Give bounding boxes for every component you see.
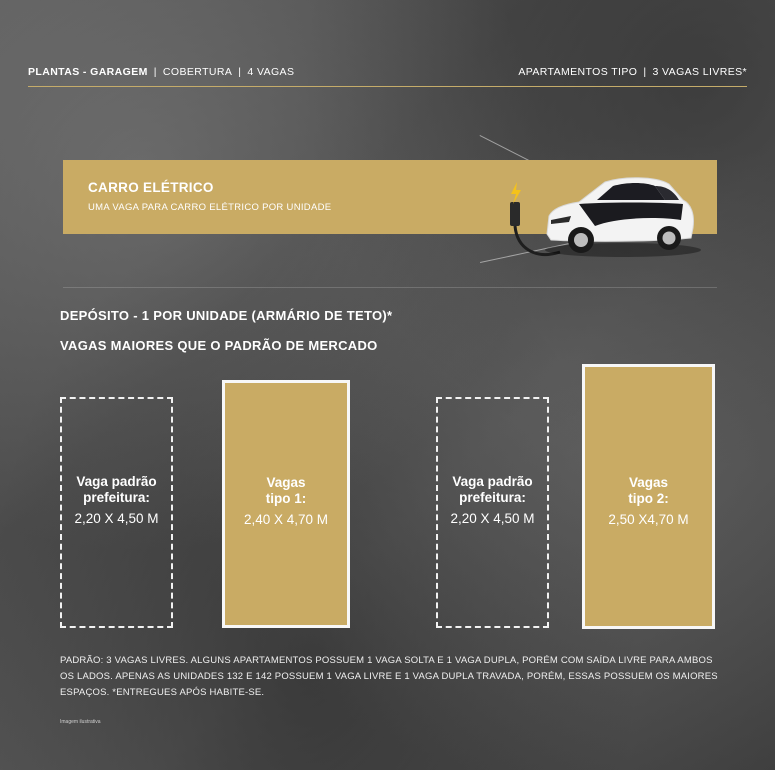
slot-dimensions: 2,50 X4,70 M [608, 512, 689, 527]
header-separator: | [153, 66, 157, 78]
header-cobertura-vagas: 4 VAGAS [247, 66, 295, 78]
slot-label: Vagas tipo 2: [628, 475, 669, 506]
header-right [518, 66, 747, 78]
footnote: PADRÃO: 3 VAGAS LIVRES. ALGUNS APARTAMENTOS POSSUEM 1 VAGA SOLTA E 1 VAGA DUPLA, PORÉM COM SAÍDA LIVRE PARA AMBOS OS LADOS. APENAS AS UNIDADES 132 E 142 POSSUEM 1 VAGA LIVRE E 1 VAGA DUPLA TRAVADA, PORÉM, ESSAS POSSUEM OS MAIORES ESPAÇOS. *ENTREGUES APÓS HABITE-SE. [60, 655, 718, 698]
section-divider [63, 287, 717, 288]
lightning-icon [511, 182, 521, 204]
ev-title: CARRO ELÉTRICO [88, 180, 214, 195]
slot-label: Vagas tipo 1: [265, 475, 307, 506]
ev-subtitle: UMA VAGA PARA CARRO ELÉTRICO POR UNIDADE [88, 202, 332, 213]
feature-vagas-maiores: VAGAS MAIORES QUE O PADRÃO DE MERCADO [60, 338, 378, 353]
header-separator: | [238, 66, 242, 78]
feature-deposito: DEPÓSITO - 1 POR UNIDADE (ARMÁRIO DE TETO)* [60, 308, 393, 323]
slot-label: Vaga padrão prefeitura: [76, 474, 157, 505]
header-section-title: PLANTAS - GARAGEM [28, 66, 148, 78]
header-vagas-livres: 3 VAGAS LIVRES* [652, 66, 747, 78]
fine-print: Imagem ilustrativa [60, 719, 101, 725]
slot-label: Vaga padrão prefeitura: [452, 474, 533, 505]
electric-car-icon [505, 168, 705, 268]
slot-padrao-prefeitura-2 [436, 397, 549, 628]
header-cobertura: COBERTURA [162, 66, 233, 78]
header-apartamentos-tipo: APARTAMENTOS TIPO [518, 66, 638, 78]
header-divider [28, 86, 747, 87]
slot-dimensions: 2,40 X 4,70 M [243, 512, 329, 527]
slot-dimensions: 2,20 X 4,50 M [450, 511, 535, 526]
slot-tipo-1 [222, 380, 350, 628]
header-left [28, 66, 294, 78]
header-separator: | [643, 66, 647, 78]
slot-padrao-prefeitura-1 [60, 397, 173, 628]
slot-tipo-2 [582, 364, 715, 629]
slot-dimensions: 2,20 X 4,50 M [74, 511, 159, 526]
